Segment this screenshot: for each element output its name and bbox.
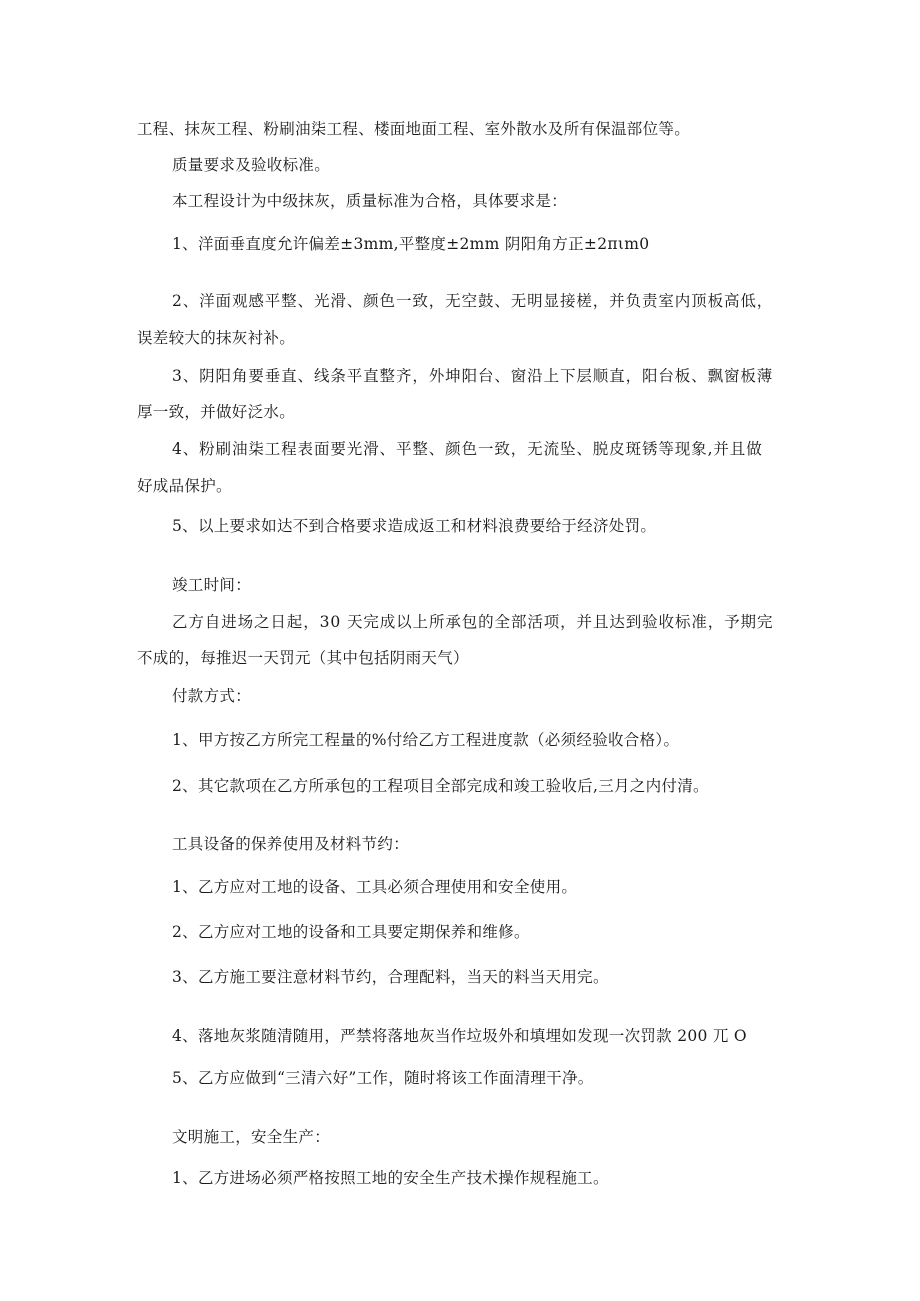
list-item: 4、粉刷油柒工程表面要光滑、平整、颜色一致，无流坠、脱皮斑锈等现象,并且做 xyxy=(172,440,763,458)
list-item: 2、其它款项在乙方所承包的工程项目全部完成和竣工验收后,三月之内付清。 xyxy=(172,777,709,795)
section-heading-payment: 付款方式： xyxy=(172,687,252,705)
text-line: 乙方自进场之日起，30 天完成以上所承包的全部活项，并且达到验收标准，予期完 xyxy=(172,613,774,631)
list-item: 3、乙方施工要注意材料节约，合理配料，当天的料当天用完。 xyxy=(172,968,609,986)
list-item: 1、乙方进场必须严格按照工地的安全生产技术操作规程施工。 xyxy=(172,1169,609,1187)
section-heading-tools: 工具设备的保养使用及材料节约： xyxy=(172,835,410,853)
list-item: 1、洋面垂直度允许偏差±3mm,平整度±2mm 阴阳角方正±2πιm0 xyxy=(172,235,650,253)
list-item: 1、甲方按乙方所完工程量的%付给乙方工程进度款（必须经验收合格）。 xyxy=(172,731,680,749)
text-line: 不成的，每推迟一天罚元（其中包括阴雨天气） xyxy=(137,649,469,667)
text-line: 厚一致，并做好泛水。 xyxy=(137,403,296,421)
list-item: 5、乙方应做到“三清六好”工作，随时将该工作面清理干净。 xyxy=(172,1069,594,1087)
text-line: 误差较大的抹灰衬补。 xyxy=(137,329,296,347)
list-item: 2、乙方应对工地的设备和工具要定期保养和维修。 xyxy=(172,923,530,941)
text-line: 工程、抹灰工程、粉刷油柒工程、楼面地面工程、室外散水及所有保温部位等。 xyxy=(137,120,691,138)
section-heading-safety: 文明施工，安全生产： xyxy=(172,1128,331,1146)
list-item: 1、乙方应对工地的设备、工具必须合理使用和安全使用。 xyxy=(172,878,578,896)
text-line: 好成品保护。 xyxy=(137,477,232,495)
text-line: 本工程设计为中级抹灰，质量标准为合格，具体要求是： xyxy=(172,192,568,210)
section-heading-completion: 竣工时间： xyxy=(172,576,252,594)
list-item: 2、洋面观感平整、光滑、颜色一致，无空鼓、无明显接槎，并负责室内顶板高低， xyxy=(172,292,774,310)
section-heading-quality: 质量要求及验收标准。 xyxy=(172,156,331,174)
list-item: 3、阴阳角要垂直、线条平直整齐，外坤阳台、窗沿上下层顺直，阳台板、飘窗板薄 xyxy=(172,367,774,385)
list-item: 4、落地灰浆随清随用，严禁将落地灰当作垃圾外和填埋如发现一次罚款 200 兀 O xyxy=(172,1027,747,1045)
list-item: 5、以上要求如达不到合格要求造成返工和材料浪费要给于经济处罚。 xyxy=(172,517,657,535)
